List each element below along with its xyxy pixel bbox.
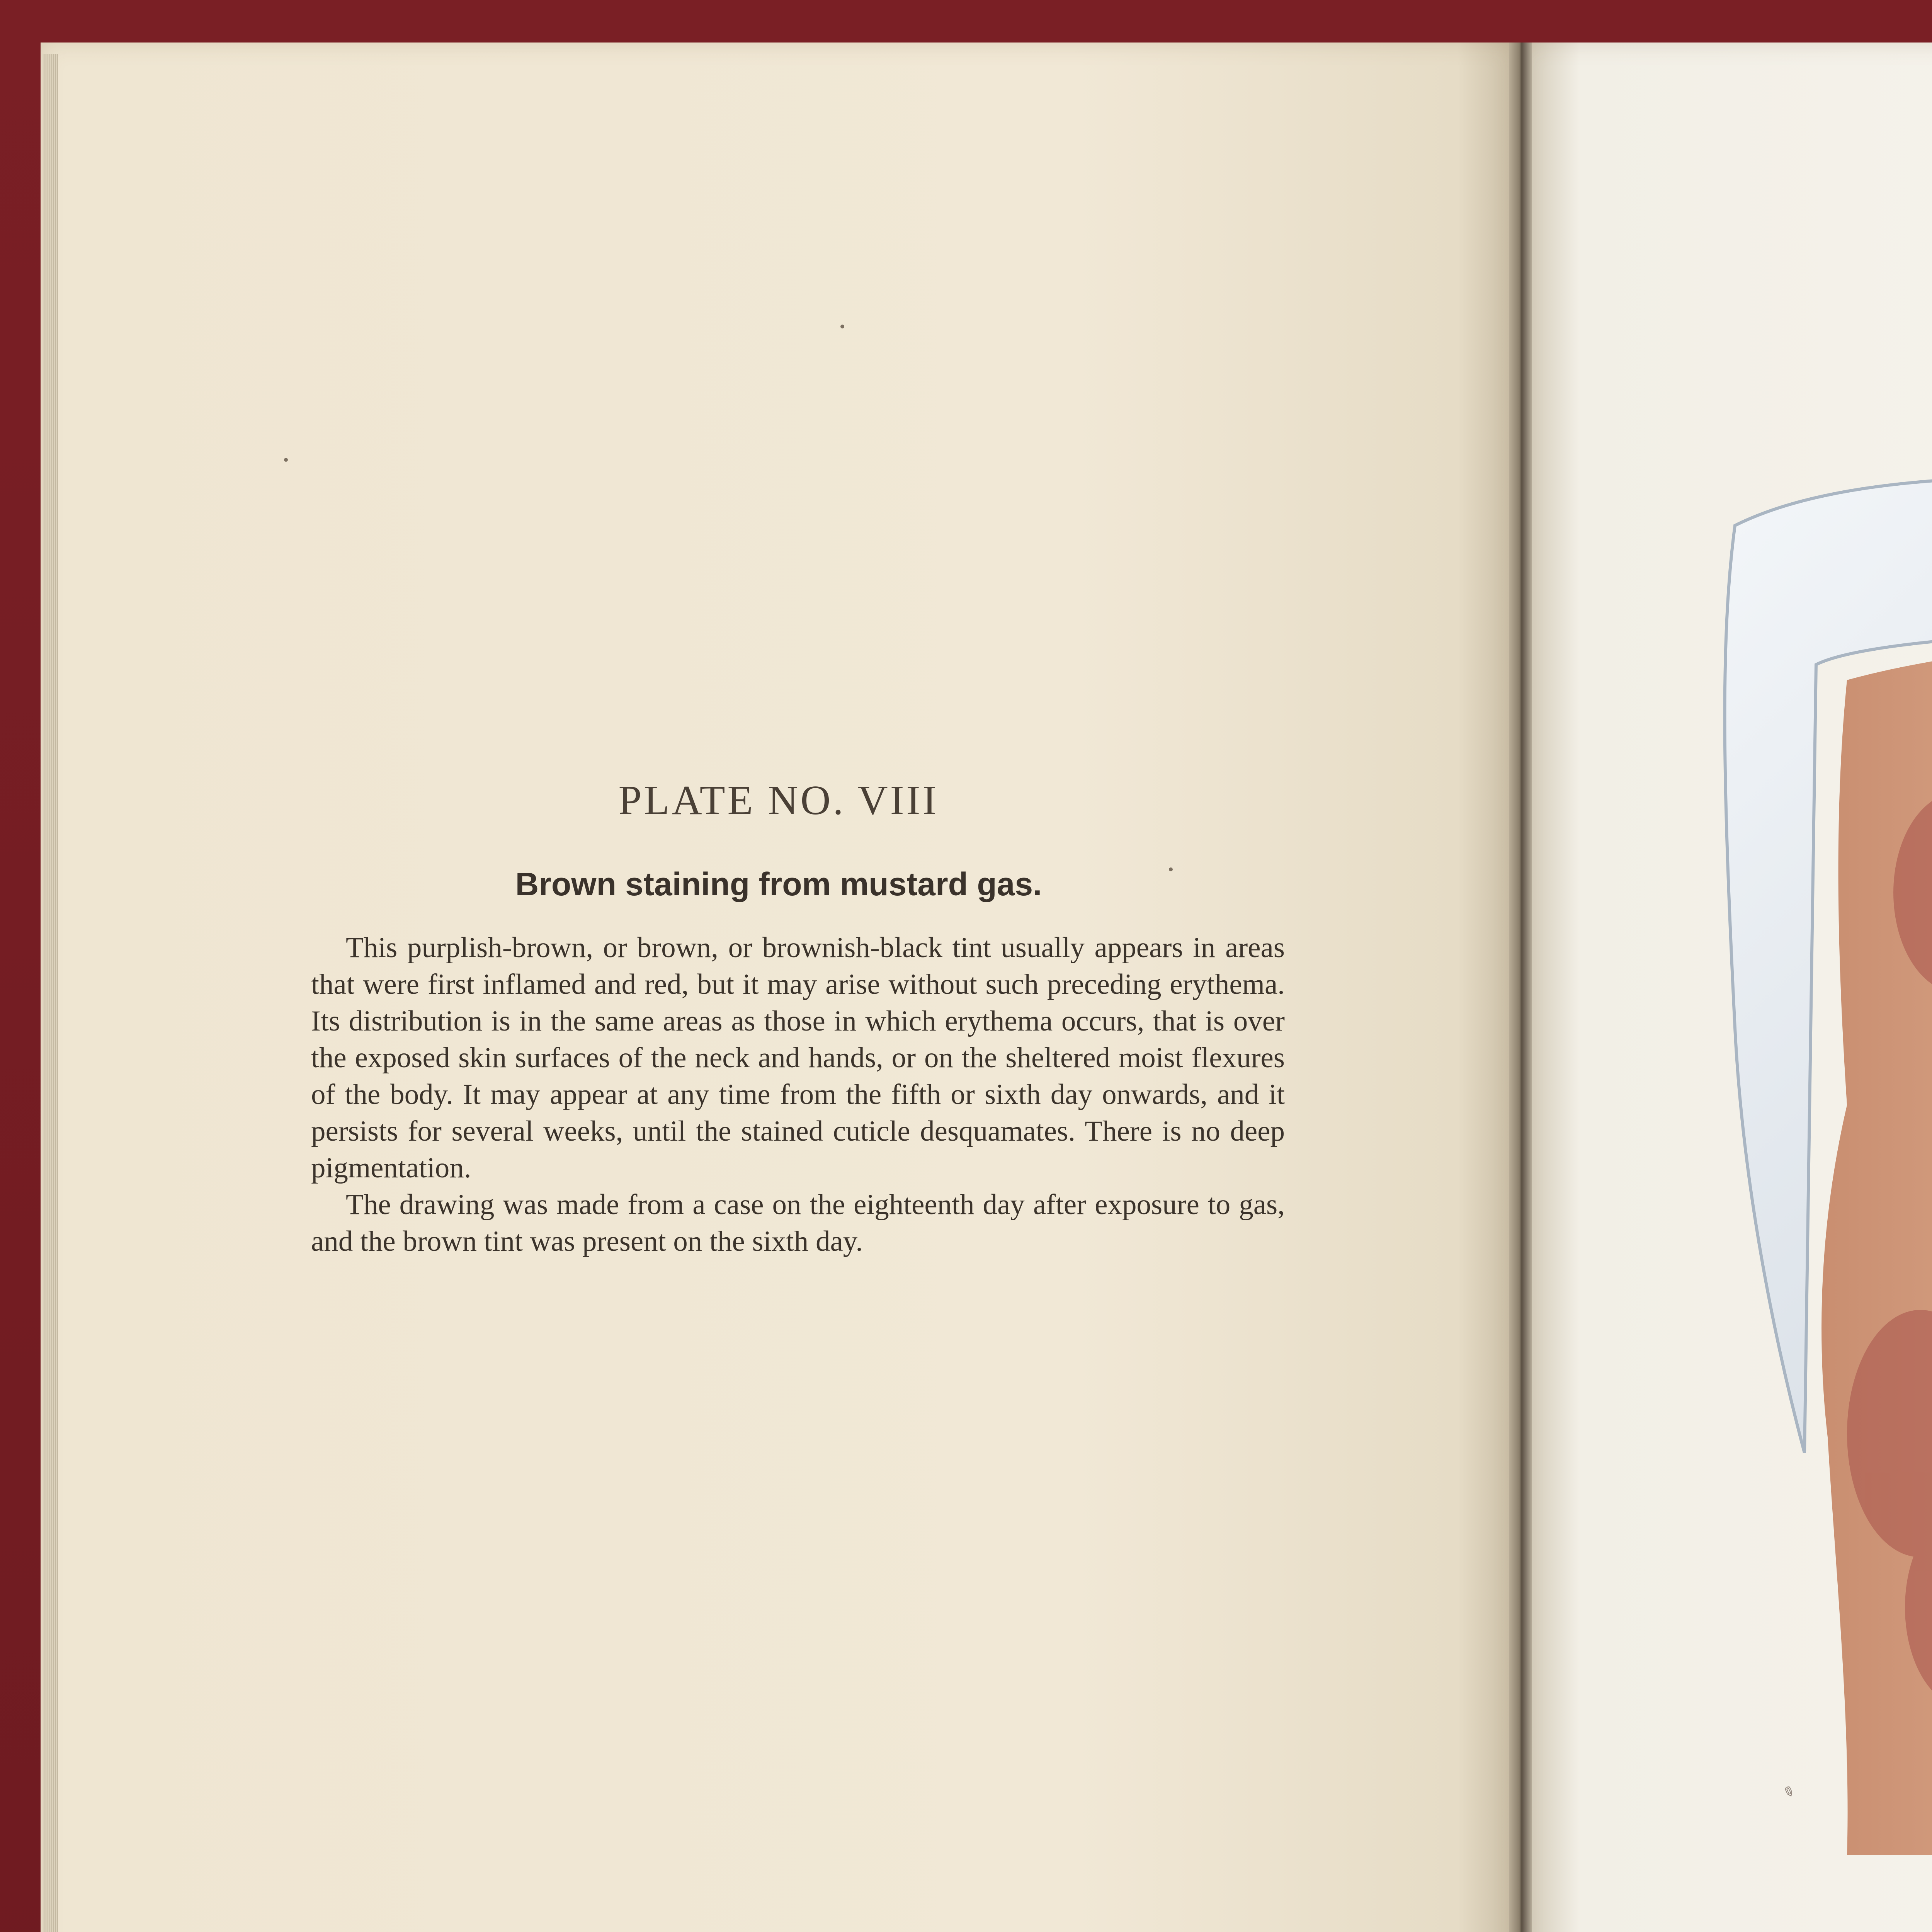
plate-description — [311, 929, 1285, 1260]
paper-speck — [284, 458, 288, 462]
plate-subtitle: Brown staining from mustard gas. — [515, 866, 1042, 902]
left-page-edges — [43, 54, 58, 1932]
book-gutter — [1509, 43, 1532, 1932]
description-paragraph-1: This purplish-brown, or brown, or brownish-black tint usually appears in areas that were first inflamed and red, but it may arise without such preceding erythema. Its distribution is in the same areas as those in which erythema occurs, that is over the exposed skin surfaces of the neck and hands, or on the sheltered moist flexures of the body. It may appear at any time from the fifth or sixth day onwards, and it persists for several weeks, until the stained cuticle desquamates. There is no deep pigmentation. — [311, 932, 1285, 1184]
medical-illustration — [1689, 448, 1932, 1878]
description-paragraph-2: The drawing was made from a case on the eighteenth day after exposure to gas, and the brown tint was present on the sixth day. — [311, 1189, 1285, 1257]
paper-speck — [840, 325, 844, 328]
artist-signature: ✎ — [1779, 1783, 1795, 1801]
plate-heading: PLATE NO. VIII — [618, 777, 939, 823]
